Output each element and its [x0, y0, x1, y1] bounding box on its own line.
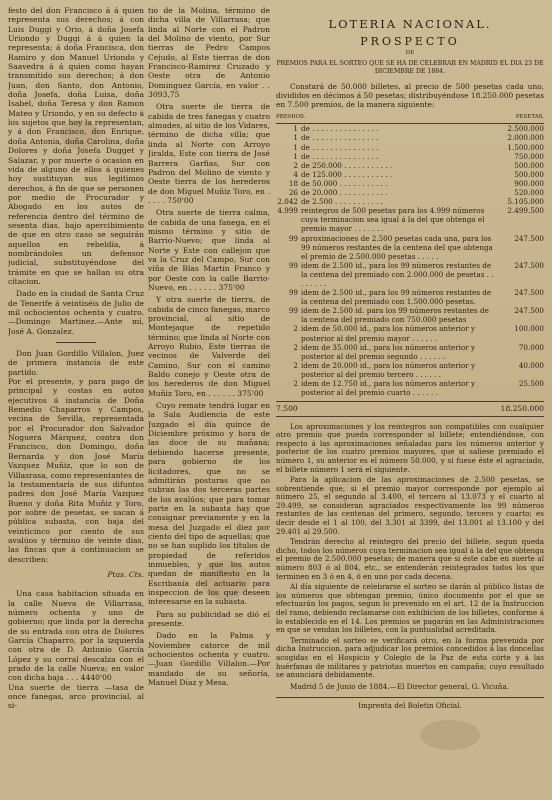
prize-row — [276, 161, 544, 170]
edict-paragraph: festo del don Francisco á á quien representa sus derechos; á con Luis Duggi y Orio, á doña Josefa Uriondo y Duggi á á quien la representa; á doña Francisca, don Ramiro y don Manuel Uriondo y Saavedra á á quien como hayan transmitido sus derechos; á don Juan, don Santo, don Antonio, doña Josefa, doña Luisa, doña Isabel, doña Teresa y don Ramon Mateo y Uriondo, y en su defecto á los sujetos que hoy la representan, y á don Francisco, don Enrique, doña Antonia, doña Carolina, doña Dolores y doña Josefa Dugget y Salazar, y por muerte ó ocasion en vida de alguno de ellos á quienes hoy sustituyan sus legitimos derechos, á fin de que se personen por medio de Procurador y Abogado en los autos de referencia dentro del término de sesenta dias, bajo apercibimiento de que en otro caso se seguirán aquellos en rebeldía, á nombrándoles un defensor judicial, substituyéndose del trámite en que se hallan su otra citacion. — [8, 6, 144, 286]
rules-paragraph: Terminado el sorteo se verificará otro, en la forma prevenida por dicha Instruccion, para adjudicar los premios concedidos á las doncellas acogidas en el Hospicio y Colegio de la Paz de esta córte y á las huérfanas de militares y patriotas muertos en campaña; cuyo resultado se anunciará debidamente. — [276, 635, 544, 680]
prize-desc: idem de 20.000 id., para los números anterior y posterior al del premio tercero . . . . . . — [301, 360, 476, 379]
prize-amt: 2.499.500 — [507, 206, 544, 216]
prize-desc: idem de 2.500 id. para los 99 números restantes de la centena del premiado con 750.000 pesetas — [301, 306, 489, 325]
prize-desc: idem de 35.000 id., para los números anterior y posterior al del premio segundo . . . . . . — [301, 342, 476, 361]
property-description: Y otra suerte de tierra, de cabida de cinco fanegas, marco provincial, al sitio de Montejaque de repetido término; que linda al Norte con Arroyo Rubio, Este tierras de vecinos de Valverde del Camino, Sur con el camino Baldo conejo y Oeste otra de los herederos de don Miguel Muñiz Toro, en . . . . . . 375'00 — [148, 295, 270, 398]
rules-paragraph: Tendrán derecho al reintegro del precio del billete, segun queda dicho, todos los números cuya terminacion sea igual á la del que obtenga el premio de 2.500.000 pesetas; de manera que si éste cabe en suerte al número 803 ó al 804, etc., se entenderán reintegrados todos los que terminen en 3 ó en 4, ó en uno por cada decena. — [276, 537, 544, 581]
prize-num: 99 — [288, 306, 298, 316]
rules-paragraph: Al día siguiente de celebrarse el sorteo se darán al público listas de los números que obtengan premio, único documento por el que se efectuarán los pagos, segun lo prevenido en el art. 12 de la Instruccion del ramo, debiendo reclamarse con exhibicion de los billetes, conforme á lo establecido en el 14. Los premios se pagarán en las Administraciones en que se vendan los billetes, con la puntualidad acreditada. — [276, 582, 544, 635]
prize-amt: 40.000 — [518, 360, 544, 370]
total-count: 7.500 — [276, 404, 298, 414]
property-description: Otra suerte de tierra de cabida de tres fanegas y cuatro almudes, al sitio de los Vidares, término de dicha villa; que linda al Norte con Arroyo Jiralda, Este con tierra de José Barrera Garfias, Sur con Padron del Molino de viento y Oeste tierra de los herederos de don Miguel Muñiz Toro, en . . . . . 750'00 — [148, 102, 270, 205]
prize-amt: 750.000 — [514, 151, 544, 161]
prize-num: 4 — [293, 169, 298, 179]
prize-row — [276, 206, 544, 233]
lottery-title: LOTERIA NACIONAL. — [328, 17, 492, 31]
column-left — [8, 6, 144, 796]
prize-amt: 100.000 — [514, 324, 544, 334]
prize-row — [276, 261, 544, 288]
column-right — [276, 6, 544, 796]
rules-text — [276, 423, 544, 680]
rules-paragraph: Para la aplicacion de las aproximaciones de 2.500 pesetas, se sobrentiende que, si el premio mayor corresponde por ejemplo al número 25, el segundo al 3.400, el tercero al 13.073 y el cuarto al 29.499, se consideran agraciados respectivamente los 99 números restantes de las centenas del primero, segundo, tercero y cuarto; es decir desde el 1 al 100, del 3.301 al 3399, del 13.001 al 13.100 y del 29.401 al 29.500. — [276, 475, 544, 536]
draw-caption: PREMIOS PARA EL SORTEO QUE SE HA DE CELEBRAR EN MADRID EL DIA 23 DE DICIEMBRE DE 1884. — [276, 60, 544, 76]
column-middle — [148, 6, 270, 796]
section-divider — [56, 342, 96, 343]
dated-signature: Dado en la Palma y Noviembre catorce de mil ochocientos ochenta y cuatro.—Juan Gordillo Villalon.—Por mandado de su señoría, Manuel Díaz y Mesa. — [148, 631, 270, 688]
prize-desc: de . . . . . . . . . . . . . . . — [301, 151, 379, 161]
prize-num: 18 — [288, 178, 298, 188]
prize-num: 1 — [293, 133, 298, 143]
prize-row — [276, 179, 544, 188]
prize-desc: de 20.000 . . . . . . . . . . . — [301, 188, 388, 198]
prize-row — [276, 143, 544, 152]
madrid-signature: Madrid 5 de Junio de 1884.—El Director general, G. Vicuña. — [290, 681, 509, 691]
prize-row — [276, 324, 544, 342]
prize-desc: idem de 50.000 id., para los números anterior y posterior al del premio mayor . . . . . . — [301, 324, 476, 343]
property-description: Otra suerte de tierra calma, de cabida de una fanega, en el mismo término y sitio de Barrio-Nuevo; que linda al Norte y Este con callejon que va la Cruz del Campo, Sur con viña de Blas Martín Franco y por Oeste con la calle Barrio-Nuevo, en . . . . . . 375'00 — [148, 208, 270, 292]
publicity-note: Para su publicidad se dió el presente. — [148, 609, 270, 628]
prize-amt: 1.500.000 — [507, 142, 544, 152]
prize-amt: 900.000 — [514, 178, 544, 188]
prize-desc: de . . . . . . . . . . . . . . . — [301, 142, 379, 152]
prize-desc: reintegros de 500 pesetas para los 4.999 números cuya terminacion sea igual á la del que obtenga el premio mayor . . . . . . . — [301, 206, 485, 234]
prize-desc: aproximaciones de 2.500 pesetas cada una, para los 99 números restantes de la centena del que obtenga el premio de 2.500.000 pesetas . . . . . — [301, 233, 493, 261]
prize-row — [276, 188, 544, 197]
prize-table-header — [276, 113, 544, 124]
prize-num: 99 — [288, 288, 298, 298]
prize-num: 4.999 — [277, 206, 298, 216]
property-description: Una casa habitacion situada en la calle Nueva de Villarrasa, número ochenta y uno de gobierno; que linda por la derecha de su entrada con otra de Dolores García Chaparro, por la izquierda con otra de D. Antonio García López y su corral descalza con el prado de la calle Nueva; en valor con dicha baja . . . 4440'00 Una suerte de tierra —tasa de once fanegas, arco provincial, al si- — [8, 589, 144, 711]
prize-row — [276, 133, 544, 142]
prize-desc: de . . . . . . . . . . . . . . . — [301, 124, 379, 134]
prize-desc: idem de 2.500 id., para los 99 números restantes de la centena del premiado con 2.000.000 de pesetas . . . . . . . . — [301, 260, 494, 288]
prize-desc: idem de 2.500 id., para los 99 números restantes de la centena del premiado con 1.500.000 pesetas. — [301, 288, 492, 307]
draw-intro: Constará de 50.000 billetes, al precio de 500 pesetas cada uno, divididos en décimos á 50 pesetas; distribuyéndose 18.250.000 pesetas en 7.500 premios, de la manera siguiente: — [276, 82, 544, 110]
prize-amt: 247.500 — [514, 288, 544, 298]
prize-num: 2 — [293, 360, 298, 370]
prospectus-de: DE — [405, 49, 415, 56]
auction-conditions: Cuyo remate tendrá lugar en la Sala Audiencia de este Juzgado el día quince de Diciembre próximo y hora de las doce de su mañana; debiendo hacerse presente, para gobierno de los licitadores, que no se admitirán posturas que no cubran las dos terceras partes de los avalúos; que para tomar parte en la subasta hay que consignar previamente y en la mesa del Juzgado el diez por ciento del tipo de aquellas; que no se han suplido los títulos de propiedad de referidos inmuebles, y que los autos quedan de manifiesto en la Escribanía del actuario para inspeccion de los que deseen interesarse en la subasta. — [148, 401, 270, 607]
prize-desc: idem de 12.750 id., para los números anterior y posterior al del premio cuarto . . . . . . — [301, 379, 476, 398]
prize-num: 2 — [293, 324, 298, 334]
prize-amt: 25.500 — [518, 379, 544, 388]
printer-imprint: Imprenta del Boletin Oficial. — [276, 697, 544, 710]
auction-notice: Don Juan Gordillo Villalon, Juez de primera instancia de este partido. Por el presente, y para pago de principal y costas en autos ejecutivos á instancia de Doña Remedio Chaparros y Campos, vecina de Sevilla, representada por el Procurador don Salvador Noguera Márquez, contra don Francisco, don Domingo, doña Bernarda y don José María Vazquez Muñiz, que lo son de Villasrasa, como representantes de la testamentaría de sus difuntos padres don José María Vazquez Bueno y doña Rita Muñiz y Toro, por sobre de pesetas, se sacan á pública subasta, con baja del veinticinco por ciento de sus avalúos y término de veinte dias, las fincas que á continuacion se describen: — [8, 349, 144, 564]
prize-desc: de 2.500 . . . . . . . . . . . — [301, 197, 383, 207]
prize-desc: de . . . . . . . . . . . . . . . — [301, 133, 379, 143]
prize-row — [276, 306, 544, 324]
prize-amt: 70.000 — [518, 342, 544, 352]
prize-row — [276, 234, 544, 261]
prize-amt: 500.000 — [514, 169, 544, 179]
prize-row — [276, 152, 544, 161]
prize-row — [276, 288, 544, 306]
prize-desc: de 50.000 . . . . . . . . . . . — [301, 178, 388, 188]
prize-row — [276, 379, 544, 397]
prize-row — [276, 361, 544, 379]
prize-amt: 247.500 — [514, 260, 544, 270]
prize-row — [276, 343, 544, 361]
prize-amt: 247.500 — [514, 233, 544, 243]
prize-row — [276, 170, 544, 179]
prize-amt: 5.105.000 — [507, 197, 544, 207]
prize-amt: 2.500.000 — [507, 124, 544, 134]
rules-paragraph: Los aproximaciones y los reintegros son compatibles con cualquier otro premio que pueda corresponder al billete; entendiéndose, con respecto á las aproximaciones señaladas para los números anterior y posterior de los cuatro premios mayores, que si saliese premiado el número 1, su anterior es el número 50.000, y si fuese éste el agraciado, el billete número 1 será el siguiente. — [276, 421, 544, 474]
prize-desc: de 250.000 . . . . . . . . . . . — [301, 160, 393, 170]
prize-num: 2 — [293, 160, 298, 170]
amount-column-heading: Ptas. Cts. — [107, 569, 144, 579]
total-amount: 18.250.000 — [500, 404, 544, 414]
prize-amt: 2.000.000 — [507, 133, 544, 143]
prize-totals — [276, 401, 544, 416]
prize-num: 99 — [288, 260, 298, 270]
prize-num: 2 — [293, 379, 298, 388]
prize-desc: de 125.000 . . . . . . . . . . . — [301, 169, 393, 179]
prize-num: 1 — [293, 124, 298, 134]
prize-header-right: PESETAS. — [515, 114, 544, 121]
prize-row — [276, 197, 544, 206]
property-description: tio de la Molina, término de dicha villa de Villarrasa; que linda al Norte con el Padron del Molino de viento, por Sur tierras de Pedro Campos Cejudo, al Este tierras de don Francisco-Ramirez Cruzado y Oeste otra de Antonio Dominguez García, en valor . . 3093,75 — [148, 6, 270, 100]
prize-header-left: PREMIOS. — [276, 114, 306, 121]
prize-table — [276, 124, 544, 397]
edict-paragraph: Dado en la ciudad de Santa Cruz de Tenerife á veintiséis de Julio de mil ochocientos ochenta y cuatro.—Domingo Martinez.—Ante mí, José A. Gonzalez. — [8, 289, 144, 336]
prize-amt: 500.000 — [514, 160, 544, 170]
prize-row — [276, 124, 544, 133]
prize-num: 1 — [293, 151, 298, 161]
prospectus-heading: PROSPECTO — [360, 35, 460, 49]
prize-amt: 247.500 — [514, 306, 544, 316]
prize-num: 26 — [288, 188, 298, 198]
prize-amt: 520.000 — [514, 188, 544, 198]
prize-num: 2 — [293, 342, 298, 352]
prize-num: 1 — [293, 142, 298, 152]
prize-num: 2.042 — [277, 197, 298, 207]
prize-num: 99 — [288, 233, 298, 243]
